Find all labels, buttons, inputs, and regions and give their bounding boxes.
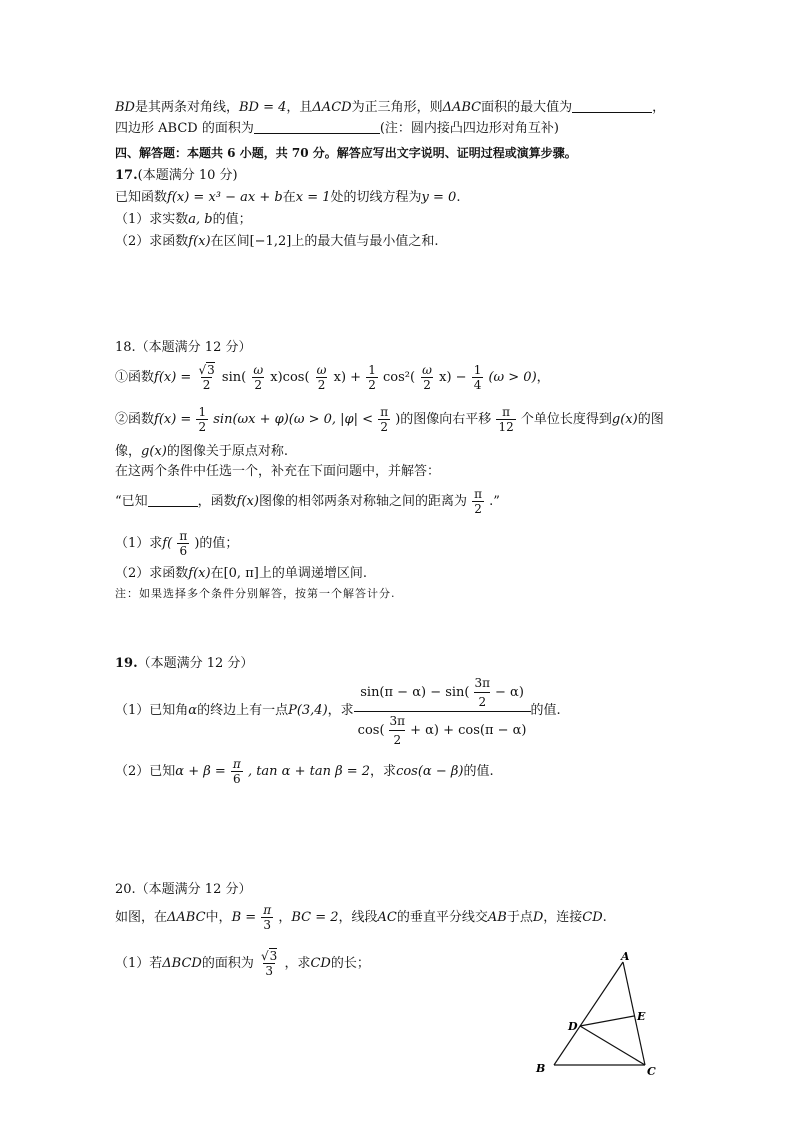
q20-part-1 (115, 944, 370, 984)
text: ΔBCD (162, 956, 202, 971)
text: 2 (389, 730, 405, 747)
text: （2）已知 (115, 764, 176, 779)
text: f(x) = (154, 412, 192, 427)
text: cos(α − β) (396, 764, 464, 779)
text: 在 (282, 190, 296, 205)
frac-omega-over-2-c (420, 363, 434, 392)
text: 的终边上有一点 (197, 703, 289, 718)
q19-big-fraction (354, 676, 531, 747)
text: f( (162, 536, 173, 551)
label-b: B (536, 1062, 546, 1075)
text: AB (487, 910, 507, 925)
text: ，求 (284, 956, 311, 971)
text: f(x) (236, 494, 259, 509)
frac-pi-over-2 (378, 405, 390, 434)
text: π (380, 405, 389, 419)
text: 已知函数 (115, 190, 168, 205)
math-tri-acd: ΔACD (312, 100, 352, 115)
frac-pi-over-3 (261, 903, 273, 932)
text: ，线段 (338, 910, 378, 925)
text: [0, π] (223, 566, 259, 581)
text: 12 (498, 420, 514, 434)
text: , tan α + tan β = 2 (247, 764, 371, 779)
text: ，函数 (197, 494, 237, 509)
text: ，且 (286, 100, 313, 115)
label-c: C (647, 1065, 656, 1078)
section-four-heading: 四、解答题：本题共 6 小题，共 70 分。解答应写出文字说明、证明过程或演算步骤。 (115, 146, 577, 160)
frac-pi-over-6-b (231, 757, 243, 786)
text: 的值. (463, 764, 494, 779)
text: 的值； (199, 536, 239, 551)
text: 的图 (637, 412, 664, 427)
q19-part-2 (115, 754, 494, 790)
q18-header: 18.（本题满分 12 分） (115, 340, 252, 355)
text: . (602, 910, 607, 925)
text: sin(ωx + φ)(ω > 0, |φ| < (213, 412, 374, 427)
text: 的图像向右平移 (400, 412, 492, 427)
triangle-figure (530, 948, 662, 1080)
text: 3 (207, 363, 215, 377)
text: f(x) (188, 234, 211, 249)
text: 在区间 (210, 234, 250, 249)
text: AC (377, 910, 397, 925)
text: 2 (423, 378, 431, 392)
text: ，求 (327, 703, 354, 718)
text: （1）若 (115, 956, 163, 971)
text: ，求 (370, 764, 397, 779)
text: 的图像关于原点对称. (166, 444, 288, 459)
label-e: E (637, 1010, 646, 1023)
text: 的值. (530, 703, 561, 718)
text: π (502, 405, 511, 419)
text: ，连接 (543, 910, 583, 925)
text: π (474, 487, 483, 501)
text: cos( (357, 722, 385, 738)
text: π (232, 757, 241, 771)
frac-pi-over-2-b (472, 487, 484, 516)
text: D (532, 910, 544, 925)
answer-blank-2[interactable] (254, 119, 380, 134)
text: [−1,2] (249, 234, 292, 249)
math-bd: BD (115, 100, 135, 115)
q17-header (115, 166, 238, 186)
math-bd-eq: BD = 4 (239, 100, 287, 115)
text: 的值； (212, 212, 252, 227)
text: 于点 (506, 910, 533, 925)
text: 在 (210, 566, 224, 581)
text: 3 (265, 964, 273, 978)
text: π (263, 903, 272, 917)
frac-pi-over-12 (496, 405, 515, 434)
text: ) (194, 536, 200, 551)
text: 中， (205, 910, 232, 925)
text: a, b (188, 212, 213, 227)
text: 2 (474, 502, 482, 516)
q18-condition-1 (115, 360, 550, 396)
text: x = 1 (295, 190, 331, 205)
text: 6 (179, 544, 188, 558)
text: x)cos( (270, 370, 310, 385)
q19-part-1 (115, 676, 561, 746)
text: (ω > 0) (488, 370, 537, 385)
text: BC = 2 (291, 910, 339, 925)
text: π (179, 529, 188, 543)
q18-quote (115, 484, 500, 520)
q17-part-1 (115, 210, 252, 230)
text: 19. (115, 656, 138, 671)
text: f(x) = x³ − ax + b (167, 190, 283, 205)
text: − α) (495, 684, 524, 700)
text: 1 (368, 363, 376, 377)
text: ①函数 (115, 370, 155, 385)
segment-de (580, 1016, 634, 1026)
frac-sqrt3-over-3: $\frac{√3}{3}$ (261, 949, 278, 978)
text: 17. (115, 168, 138, 183)
text: 3π (474, 675, 491, 690)
text: 2 (380, 420, 388, 434)
text: sin( (221, 370, 247, 385)
text: P(3,4) (288, 703, 328, 718)
text: ， (278, 910, 292, 925)
text: 6 (233, 772, 241, 786)
text: 为正三角形，则 (351, 100, 443, 115)
text: B = (231, 910, 257, 925)
text: CD (582, 910, 603, 925)
q17-part-2 (115, 232, 438, 252)
text: 的垂直平分线交 (396, 910, 488, 925)
text: g(x) (611, 412, 638, 427)
label-d: D (568, 1020, 578, 1033)
text: 2 (202, 378, 211, 392)
q18-part-1 (115, 526, 238, 562)
segment-dc (580, 1026, 645, 1065)
text: 个单位长度得到 (520, 412, 612, 427)
text: 3 (269, 949, 278, 963)
text: 的长； (330, 956, 370, 971)
text: ω (253, 363, 264, 377)
frac-sqrt3-over-2: $\frac{√3}{2}$ (198, 363, 215, 392)
text: 1 (473, 363, 482, 377)
text: （1）求 (115, 536, 163, 551)
q17-stem (115, 188, 460, 208)
intro-line-1 (115, 98, 665, 118)
label-a: A (621, 950, 630, 963)
answer-blank-1[interactable] (572, 98, 652, 113)
frac-1-over-2-b (196, 405, 208, 434)
text: α + β = (175, 764, 226, 779)
q18-note: 注：如果选择多个条件分别解答，按第一个解答计分. (115, 587, 396, 600)
q20-stem (115, 898, 607, 938)
element (354, 711, 531, 747)
text: 2 (317, 378, 326, 392)
text: f(x) (188, 566, 211, 581)
element (356, 676, 528, 711)
q19-header (115, 654, 253, 674)
text: g(x) (141, 444, 167, 459)
text: ， (536, 370, 550, 385)
text: 上的单调递增区间. (258, 566, 367, 581)
frac-omega-over-2-b (315, 363, 329, 392)
text: α (188, 703, 198, 718)
text: . (456, 190, 461, 205)
text: （1）已知角 (115, 703, 189, 718)
text: ω (422, 363, 432, 377)
intro-line-2 (115, 119, 559, 139)
text: + α) + cos(π − α) (410, 722, 527, 738)
text: CD (310, 956, 331, 971)
text: 是其两条对角线， (134, 100, 239, 115)
text: “已知 (115, 494, 148, 509)
text: ) (395, 412, 401, 427)
text: 上的最大值与最小值之和. (291, 234, 439, 249)
text: x) − (439, 370, 467, 385)
text: （本题满分 12 分） (137, 656, 254, 671)
text: （1）求实数 (115, 212, 189, 227)
text: （2）求函数 (115, 566, 189, 581)
text: 3π (389, 713, 406, 728)
text: x) + (333, 370, 362, 385)
text: 图像的相邻两条对称轴之间的距离为 (258, 494, 467, 509)
text: 1 (198, 405, 207, 419)
text: (注：圆内接凸四边形对角互补) (379, 121, 559, 136)
text: ΔABC (167, 910, 206, 925)
text: 4 (473, 378, 482, 392)
text: 四边形 ABCD 的面积为 (115, 121, 254, 136)
frac-pi-over-6 (177, 529, 189, 558)
text: (本题满分 10 分) (137, 168, 238, 183)
text: 的面积为 (201, 956, 254, 971)
text: f(x) = (154, 370, 192, 385)
frac-omega-over-2 (251, 363, 265, 392)
q18-choose: 在这两个条件中任选一个，补充在下面问题中，并解答： (115, 464, 441, 479)
q18-part-2 (115, 564, 367, 584)
text: 如图，在 (115, 910, 168, 925)
text: sin(π − α) − sin( (360, 684, 470, 700)
text: 2 (254, 378, 263, 392)
text: 2 (368, 378, 376, 392)
text: .” (489, 494, 500, 509)
segment-ba (554, 962, 623, 1065)
text: 3 (263, 918, 272, 932)
text: 2 (198, 420, 207, 434)
frac-1-over-4 (472, 363, 484, 392)
q18-condition-2 (115, 402, 664, 438)
text: 像， (115, 444, 142, 459)
math-tri-abc: ΔABC (442, 100, 482, 115)
text: 处的切线方程为 (330, 190, 422, 205)
text: y = 0 (421, 190, 457, 205)
text: 2 (474, 692, 490, 709)
text: ②函数 (115, 412, 155, 427)
q20-header: 20.（本题满分 12 分） (115, 882, 252, 897)
text: cos²( (382, 370, 416, 385)
q18-choice-blank[interactable] (148, 492, 198, 507)
q18-condition-2-cont (115, 442, 288, 462)
frac-1-over-2 (366, 363, 378, 392)
text: 面积的最大值为 (481, 100, 573, 115)
text: （2）求函数 (115, 234, 189, 249)
text: ， (652, 100, 666, 115)
text: ω (316, 363, 327, 377)
